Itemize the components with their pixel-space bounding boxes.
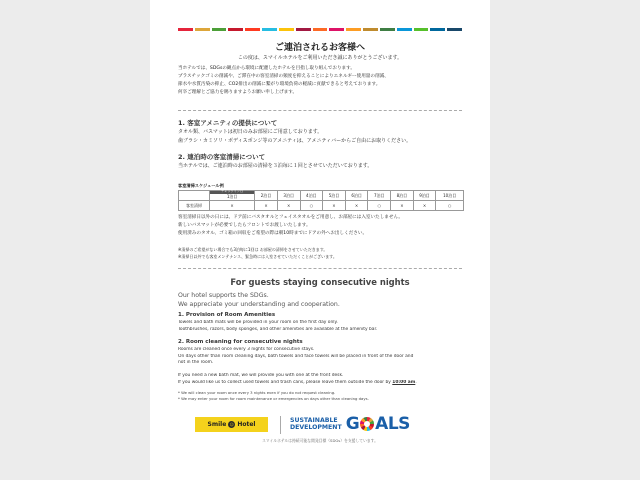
- en-requests: [178, 373, 472, 386]
- schedule-mark-cell: ×: [391, 201, 414, 211]
- en-section2-heading: 2. Room cleaning for consecutive nights: [178, 339, 303, 345]
- sdg-logo: [290, 414, 410, 434]
- schedule-mark-cell: ×: [323, 201, 346, 211]
- en-title: For guests staying consecutive nights: [230, 277, 410, 287]
- schedule-cleaning-row: [179, 201, 464, 211]
- sdg-color-segment: [397, 28, 412, 31]
- cleaning-schedule-table: [178, 190, 464, 211]
- sdg-color-segment: [363, 28, 378, 31]
- sdg-color-segment: [279, 28, 294, 31]
- smile-face-icon: ☺: [229, 422, 234, 427]
- sdg-color-segment: [212, 28, 227, 31]
- jp-notes: [178, 214, 468, 238]
- en-footnote: * We may enter your room for room maintenance or emergencies on days other than cleaning days.: [178, 396, 369, 401]
- jp-section1-heading: 1. 客室アメニティの提供について: [178, 119, 278, 127]
- jp-section1-line: 歯ブラシ・カミソリ・ボディスポンジ等のアメニティは、アメニティバーからご自由にお取りください。: [178, 138, 412, 144]
- schedule-day-cell: 10泊目: [436, 191, 464, 201]
- sdg-color-segment: [296, 28, 311, 31]
- schedule-day-cell: 8泊目: [391, 191, 414, 201]
- en-lead-line: We appreciate your understanding and cooperation.: [178, 301, 340, 308]
- sdg-color-bar: [178, 28, 462, 31]
- sdg-color-segment: [447, 28, 462, 31]
- jp-intro-line: 節水や水質汚染の抑止、CO2排出の削減に繋がり環境負荷の軽減に貢献できると考えております。: [178, 82, 381, 87]
- en-section2-line: Rooms are cleaned once every 3 nights for consecutive stays.: [178, 347, 315, 352]
- sdg-wheel-icon: [360, 417, 374, 431]
- divider: [178, 110, 462, 111]
- en-request-line: If you would like us to collect used towels and trash cans, please leave them outside the door by 10:00 am.: [178, 379, 417, 385]
- sdg-color-segment: [329, 28, 344, 31]
- sdg-caption: スマイルホテルは持続可能な開発目標（SDGs）を支援しています。: [262, 438, 378, 443]
- en-lead-line: Our hotel supports the SDGs.: [178, 292, 269, 299]
- schedule-day-cell: 7泊目: [368, 191, 391, 201]
- jp-section1-line: タオル類、バスマットは初日のみお部屋にご用意しております。: [178, 129, 323, 135]
- sdg-color-segment: [262, 28, 277, 31]
- jp-intro-line: 当ホテルでは、SDGsの観点から環境に配慮したホテルを目指し取り組んでおります。: [178, 66, 355, 71]
- en-request-line: If you need a new bath mat, we will provide you with one at the front desk.: [178, 373, 344, 378]
- jp-intro-line: 何卒ご理解とご協力を賜りますようお願い申し上げます。: [178, 90, 298, 95]
- divider: [178, 268, 462, 269]
- sdg-words: SUSTAINABLE DEVELOPMENT: [290, 417, 342, 431]
- sdg-color-segment: [380, 28, 395, 31]
- jp-note-line: 新しいバスマットが必要でしたらフロントでお渡しいたします。: [178, 223, 311, 228]
- schedule-day-cell: 9泊目: [413, 191, 436, 201]
- jp-note-line: 客室清掃日以外の日には、ドア前にバスタオルとフェイスタオルをご用意し、お部屋には入室いたしません。: [178, 215, 403, 220]
- schedule-mark-cell: ○: [368, 201, 391, 211]
- schedule-mark-cell: ×: [277, 201, 300, 211]
- sdg-color-segment: [414, 28, 429, 31]
- en-section1-heading: 1. Provision of Room Amenities: [178, 312, 276, 318]
- en-section2-line: not in the room.: [178, 360, 214, 365]
- schedule-mark-cell: ×: [210, 201, 255, 211]
- en-section2-body: [178, 347, 472, 367]
- en-section1-line: Towels and bath mats will be provided in your room on the first day only.: [178, 320, 338, 325]
- schedule-header-row: [179, 191, 464, 201]
- sdg-color-segment: [228, 28, 243, 31]
- sdg-color-segment: [195, 28, 210, 31]
- schedule-day-cell: 3泊目: [277, 191, 300, 201]
- sdg-color-segment: [245, 28, 260, 31]
- smile-hotel-logo: Smile ☺ Hotel: [195, 417, 268, 432]
- jp-intro: [178, 65, 462, 97]
- schedule-mark-cell: ○: [300, 201, 323, 211]
- schedule-corner-cell: [179, 191, 210, 201]
- jp-intro-line: プラスチックゴミの削減や、ご滞在中の客室清掃の頻度を抑えることによりエネルギー使用量の削減、: [178, 74, 389, 79]
- schedule-day-cell: 2泊目: [255, 191, 278, 201]
- checkin-day-tag: チェックイン日: [210, 190, 254, 194]
- sdg-color-segment: [346, 28, 361, 31]
- en-footnotes: [178, 390, 369, 402]
- goals-wordmark: G ALS: [345, 414, 410, 434]
- sdg-color-segment: [430, 28, 445, 31]
- schedule-label: 客室清掃スケジュール例: [178, 183, 224, 188]
- schedule-day-cell: チェックイン日 1泊目: [210, 191, 255, 201]
- jp-small-notes: [178, 246, 468, 260]
- sdg-color-segment: [313, 28, 328, 31]
- en-section1-body: [178, 320, 472, 333]
- schedule-mark-cell: ×: [413, 201, 436, 211]
- schedule-mark-cell: ×: [255, 201, 278, 211]
- schedule-mark-cell: ○: [436, 201, 464, 211]
- jp-note-line: 使用済みのタオル、ゴミ箱の回収をご希望の際は朝10時までにドアの外へお出しください。: [178, 231, 368, 236]
- en-section1-line: Toothbrushes, razors, body sponges, and other amenities are available at the amenity bar.: [178, 326, 378, 332]
- jp-section2-line: 当ホテルでは、ご連泊時のお部屋の清掃を３泊毎に１回とさせていただいております。: [178, 163, 373, 169]
- notice-sheet: [150, 0, 490, 480]
- en-footnote: * We will clean your room once every 3 nights even if you do not request cleaning.: [178, 390, 336, 395]
- schedule-day-cell: 6泊目: [345, 191, 368, 201]
- schedule-mark-cell: ×: [345, 201, 368, 211]
- schedule-day-cell: 4泊目: [300, 191, 323, 201]
- jp-subtitle: この度は、スマイルホテルをご利用いただき誠にありがとうございます。: [237, 55, 403, 61]
- en-section2-line: On days other than room cleaning days, bath towels and face towels will be placed in front of the door and: [178, 353, 414, 359]
- jp-section2-heading: 2. 連泊時の客室清掃について: [178, 153, 266, 161]
- schedule-day-cell: 5泊目: [323, 191, 346, 201]
- collection-deadline: 10:00 am: [392, 379, 416, 385]
- jp-small-note: ※清掃のご希望がない場合でも3泊毎に1回は お部屋の清掃をさせていただきます。: [178, 247, 328, 252]
- sdg-color-segment: [178, 28, 193, 31]
- schedule-row-label: 客室清掃: [179, 201, 210, 211]
- jp-small-note: ※清掃日以外でも客室メンテナンス、緊急時には入室させていただくことがございます。: [178, 254, 337, 259]
- jp-title: ご連泊されるお客様へ: [274, 43, 365, 53]
- en-lead: [178, 291, 340, 309]
- logo-divider: [280, 416, 281, 434]
